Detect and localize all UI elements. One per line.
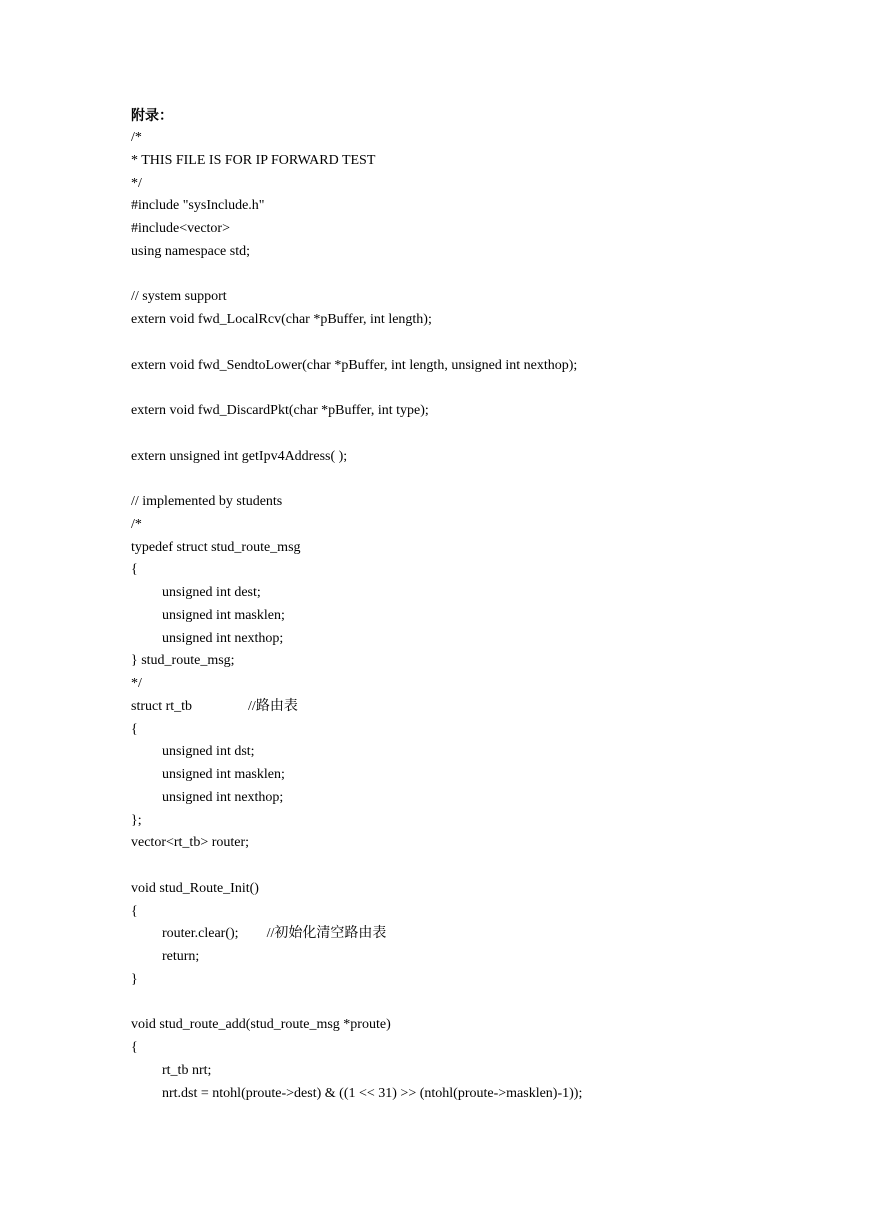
code-line: [131, 377, 831, 400]
code-line: extern void fwd_SendtoLower(char *pBuffer, int length, unsigned int nexthop);: [131, 357, 578, 373]
code-line: {: [131, 562, 138, 578]
code-line: void stud_Route_Init(): [131, 880, 259, 896]
code-line: rt_tb nrt;: [162, 1062, 212, 1078]
code-line: using namespace std;: [131, 243, 250, 259]
code-line: */: [131, 676, 142, 691]
code-listing: [131, 127, 831, 1105]
code-line: {: [131, 1040, 138, 1055]
code-line: struct rt_tb //路由表: [131, 698, 298, 714]
code-line: extern void fwd_DiscardPkt(char *pBuffer, int type);: [131, 403, 429, 418]
code-line: router.clear(); //初始化清空路由表: [162, 926, 387, 942]
code-line: [131, 423, 831, 446]
appendix-heading: 附录：: [131, 108, 173, 124]
code-line: unsigned int dest;: [162, 585, 261, 600]
code-line: return;: [162, 949, 200, 964]
code-line: unsigned int nexthop;: [162, 630, 284, 646]
code-line: [131, 332, 831, 355]
code-line: /*: [131, 130, 142, 145]
code-line: /*: [131, 516, 142, 532]
code-line: * THIS FILE IS FOR IP FORWARD TEST: [131, 152, 376, 168]
code-line: typedef struct stud_route_msg: [131, 539, 301, 555]
code-line: {: [131, 721, 138, 737]
code-line: #include "sysInclude.h": [131, 198, 265, 214]
code-line: nrt.dst = ntohl(proute->dest) & ((1 << 31) >> (ntohl(proute->masklen)-1));: [162, 1085, 583, 1101]
code-line: extern void fwd_LocalRcv(char *pBuffer, int length);: [131, 312, 432, 327]
code-line: unsigned int nexthop;: [162, 789, 284, 805]
code-line: // system support: [131, 289, 227, 305]
code-line: // implemented by students: [131, 494, 283, 509]
code-line: unsigned int masklen;: [162, 607, 285, 623]
code-line: [131, 264, 831, 287]
code-line: unsigned int dst;: [162, 744, 255, 760]
code-line: extern unsigned int getIpv4Address( );: [131, 448, 348, 464]
code-line: }: [131, 971, 138, 987]
code-line: };: [131, 812, 142, 828]
code-line: } stud_route_msg;: [131, 653, 235, 669]
code-line: #include<vector>: [131, 221, 230, 236]
code-line: [131, 992, 831, 1015]
code-line: vector<rt_tb> router;: [131, 835, 250, 851]
code-line: unsigned int masklen;: [162, 767, 285, 782]
code-line: */: [131, 175, 142, 191]
code-line: {: [131, 903, 138, 919]
code-line: void stud_route_add(stud_route_msg *proute): [131, 1017, 391, 1033]
code-line: [131, 855, 831, 878]
code-line: [131, 468, 831, 491]
